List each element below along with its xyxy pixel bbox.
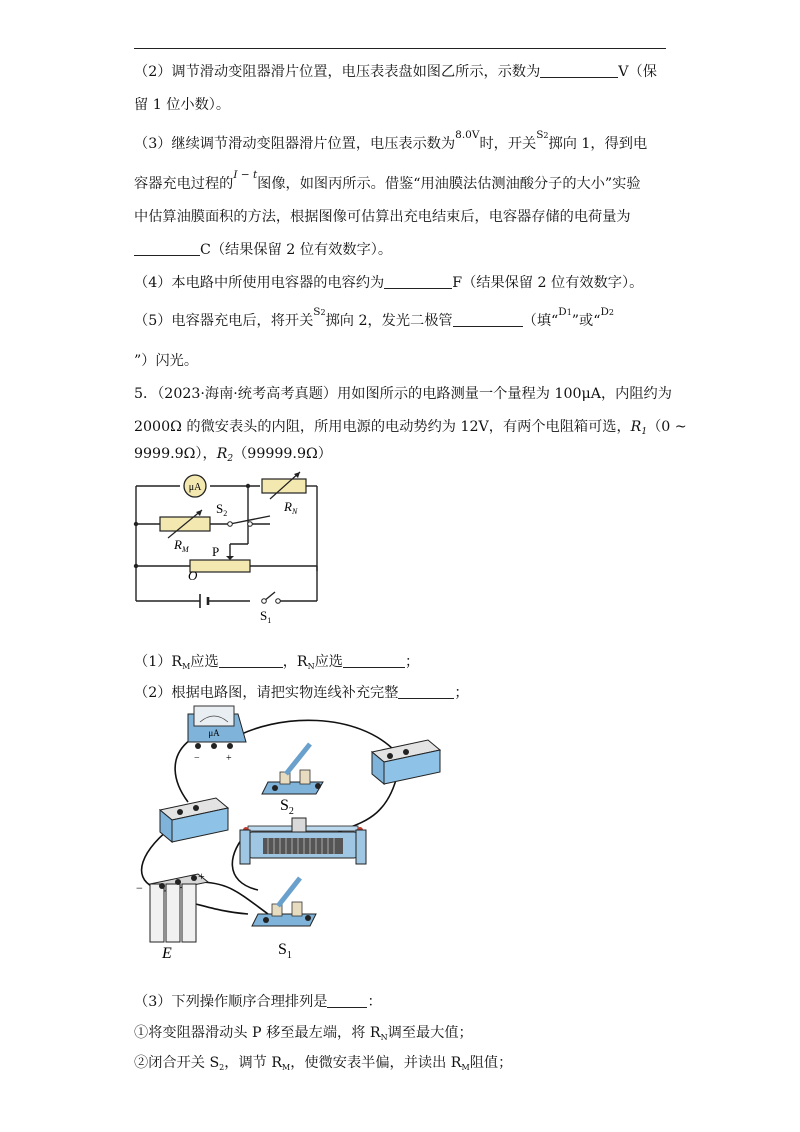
q4-line: （4）本电路中所使用电容器的电容约为 F（结果保留 2 位有效数字）。 [134, 275, 644, 291]
svg-text:S2: $S_2$ [216, 501, 228, 518]
svg-text:S1: $S_1$ [278, 941, 292, 961]
svg-text:+: + [198, 869, 205, 883]
apparatus-illustration [128, 702, 458, 972]
answer-blank-led[interactable] [453, 312, 523, 327]
q2-line-2: 留 1 位小数）。 [134, 97, 231, 113]
svg-text:O: O [188, 568, 198, 583]
svg-text:μA: μA [188, 482, 202, 493]
svg-text:−: − [136, 881, 143, 895]
q3-line-4: C（结果保留 2 位有效数字）。 [134, 241, 674, 259]
sub3-line: （3）下列操作顺序合理排列是 ： [134, 994, 382, 1010]
svg-text:P: P [212, 544, 220, 559]
q2-line-1: （2）调节滑动变阻器滑片位置，电压表表盘如图乙所示，示数为 V（保 [134, 64, 657, 80]
q3-line-1: （3）继续调节滑动变阻器滑片位置，电压表示数为$^{8.0V}$时，开关$^{S2}$掷向 1，得到电 [134, 129, 648, 152]
resistance-box-right [372, 740, 440, 784]
svg-text:S2: $S_2$ [280, 797, 294, 817]
svg-text:μA: μA [208, 728, 220, 738]
problem5-line-3: 9999.9Ω），$R_2(99999.9\Omega)$ [134, 446, 332, 464]
svg-text:S1: $S_1$ [260, 608, 272, 625]
sub1-line: $(1)R_M$应选 ，$R_N$应选 ； [134, 654, 420, 671]
problem5-line-2: 2000Ω 的微安表头的内阻，所用电源的电动势约为 12V，有两个电阻箱可选，$R_1(0$ ~ [134, 419, 687, 437]
answer-blank-charge[interactable] [134, 241, 200, 256]
step-2: ②闭合开关 $S_2$，调节 $R_M$，使微安表半偏，并读出 $R_M$阻值； [134, 1055, 513, 1072]
header-rule [134, 48, 666, 49]
answer-blank-rm[interactable] [219, 653, 283, 668]
q5-sub-line-2: ”）闪光。 [134, 353, 199, 369]
resistance-box-left [160, 798, 228, 842]
svg-text:−: − [194, 753, 200, 764]
step-1: ①将变阻器滑动头 P 移至最左端，将 $R_N$调至最大值； [134, 1025, 473, 1042]
q3-line-2: 容器充电过程的$^{I - t}$图像，如图丙所示。借鉴“用油膜法估测油酸分子的大小”实验 [134, 169, 641, 192]
sliding-rheostat-device [240, 818, 366, 864]
microammeter-device [188, 706, 246, 764]
svg-text:RM: $R_M$ [174, 537, 189, 554]
q3-line-3: 中估算油膜面积的方法，根据图像可估算出充电结束后，电容器存储的电荷量为 [134, 209, 631, 225]
svg-text:RN: $R_N$ [284, 499, 298, 516]
rheostat [190, 560, 250, 572]
problem5-line-1: 5．（2023·海南·统考高考真题）用如图所示的电路测量一个量程为 100μA，内阻约为 [134, 386, 672, 402]
answer-blank-voltage[interactable] [540, 63, 618, 78]
circuit-diagram [120, 466, 340, 626]
q5-sub-line: （5）电容器充电后，将开关$^{S2}$掷向 2，发光二极管 （填“$^{D1}$”或“$^{D2}$ [134, 306, 614, 329]
svg-text:E: E [162, 945, 172, 962]
answer-blank-rn[interactable] [343, 653, 405, 668]
answer-blank-order[interactable] [327, 993, 367, 1008]
svg-text:+: + [226, 753, 232, 764]
answer-blank-capacitance[interactable] [384, 274, 452, 289]
switch-s1-device [252, 878, 316, 961]
switch-s2-device [262, 744, 323, 817]
sub2-line: （2）根据电路图，请把实物连线补充完整 ； [134, 685, 469, 701]
answer-blank-wiring[interactable] [398, 684, 454, 699]
